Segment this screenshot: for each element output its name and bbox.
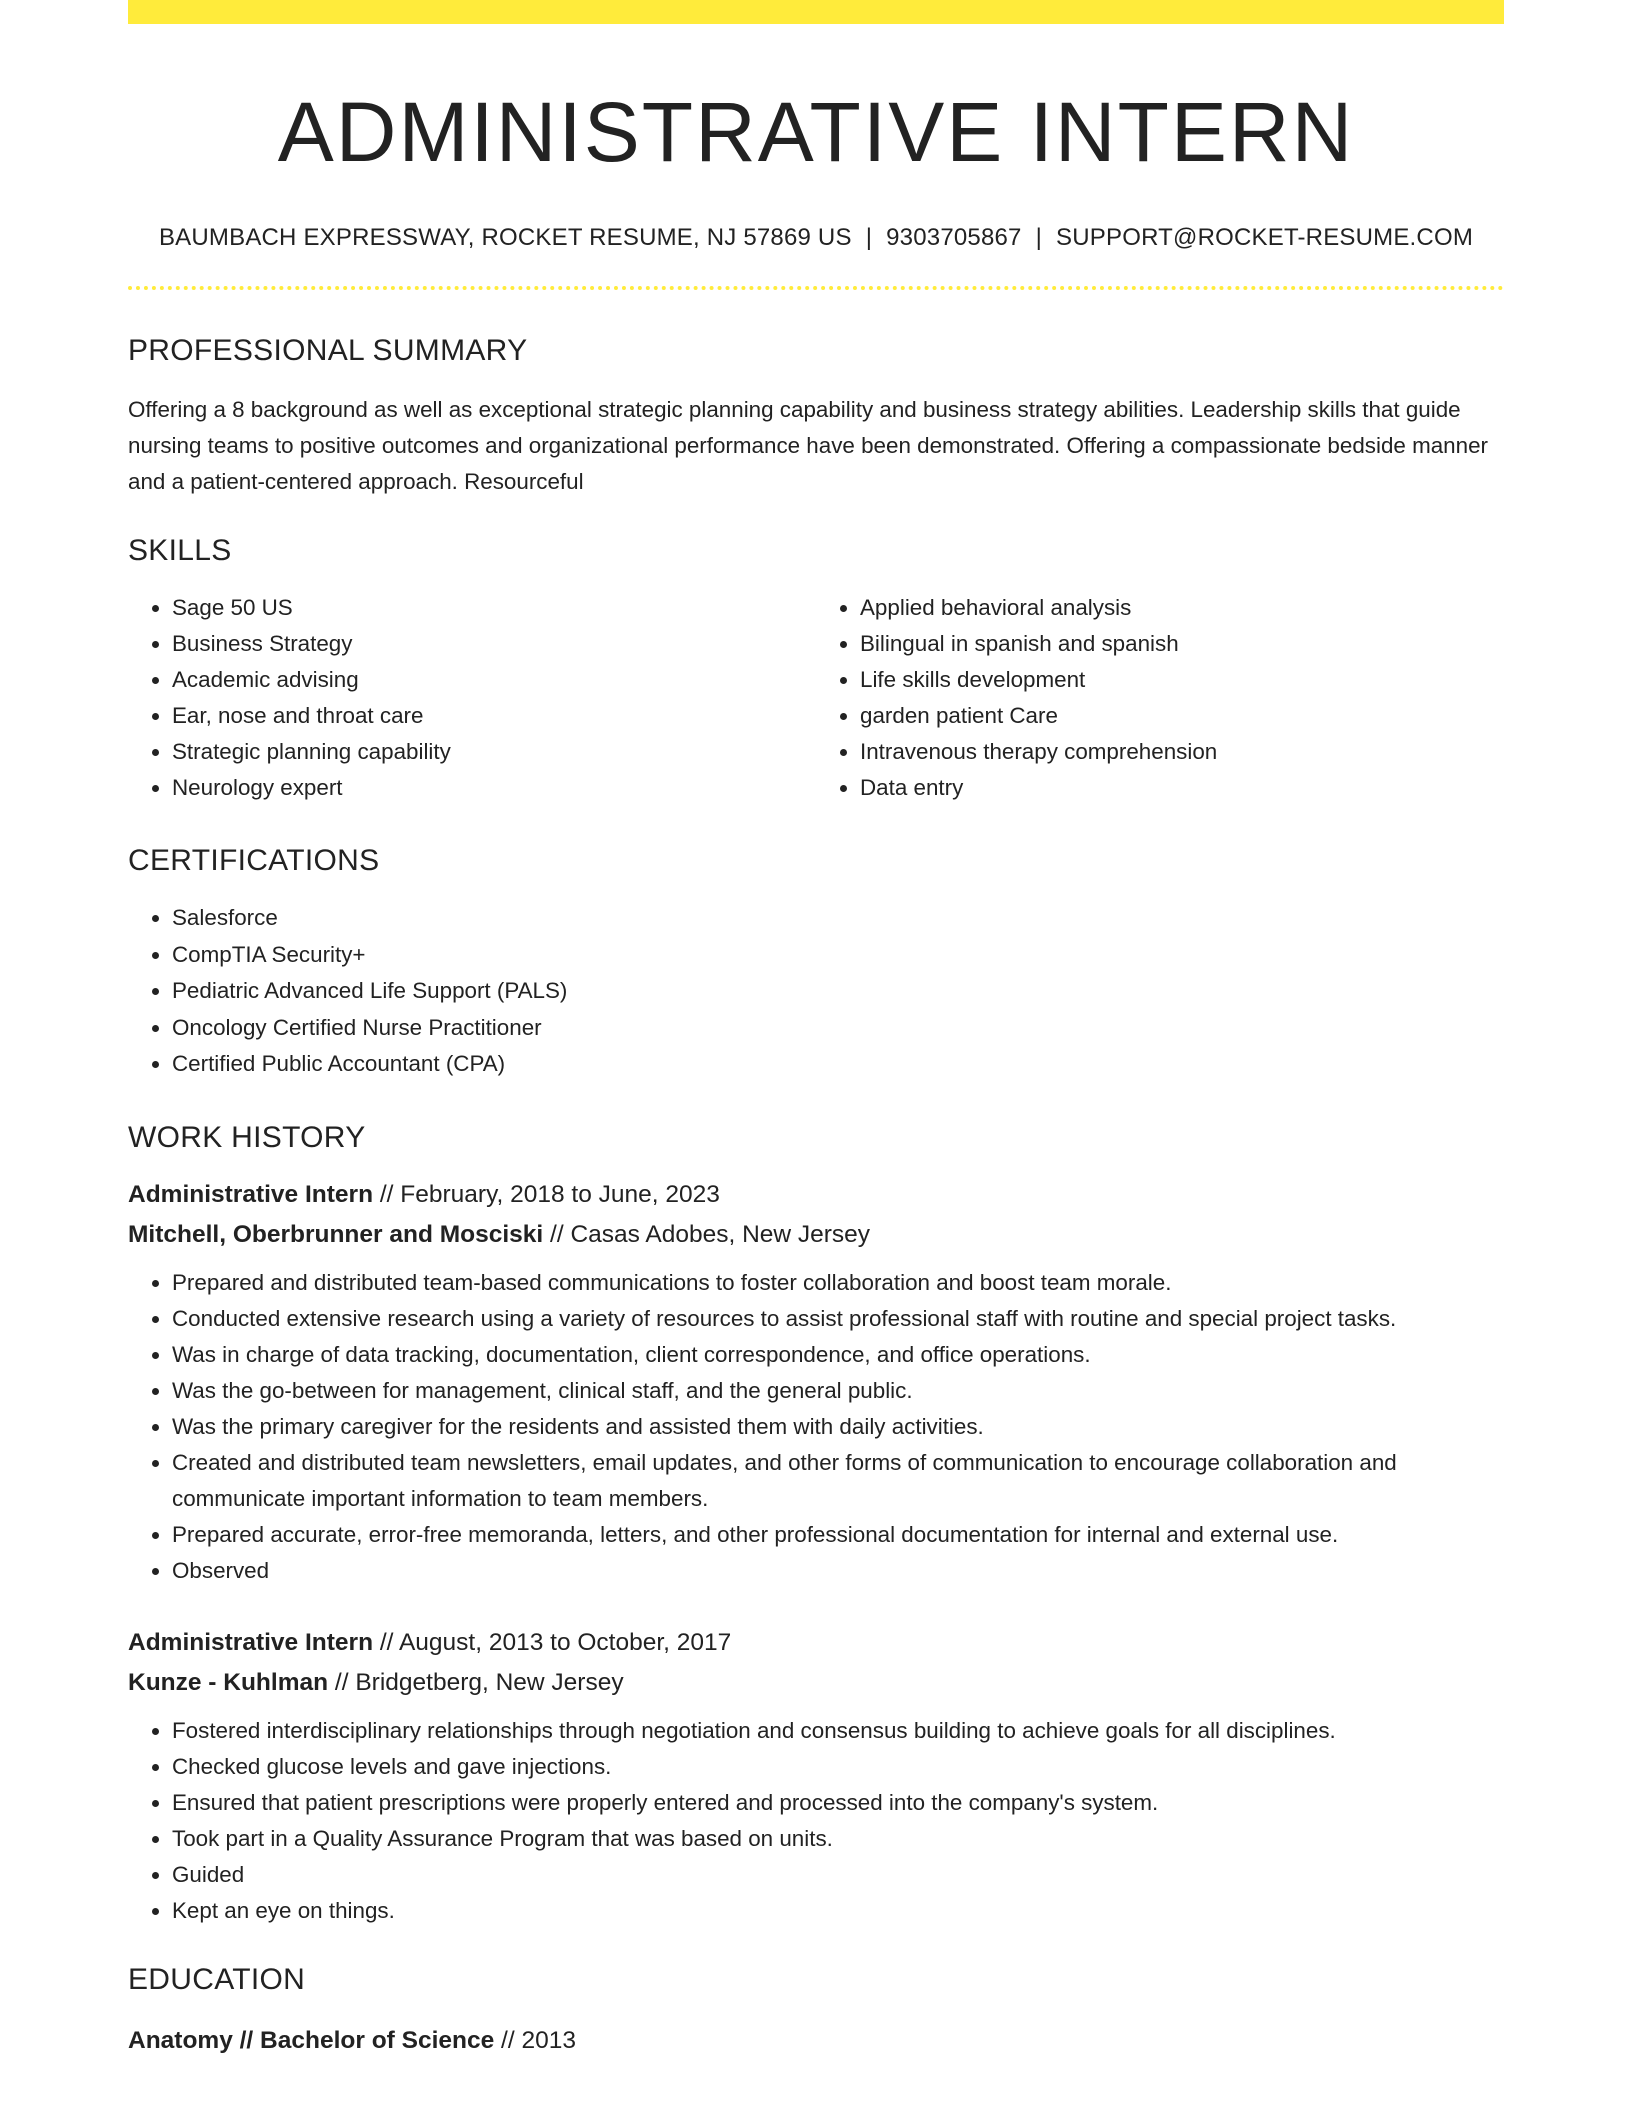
certifications-list	[128, 900, 1504, 1083]
job-bullet: • Guided	[172, 1857, 1504, 1893]
job-dates: // August, 2013 to October, 2017	[373, 1628, 732, 1656]
job-company: Kunze - Kuhlman	[128, 1668, 329, 1696]
contact-line	[128, 224, 1504, 252]
resume-page	[128, 0, 1504, 2061]
certification-item: • Pediatric Advanced Life Support (PALS)	[172, 973, 1504, 1010]
job-title-line	[128, 1623, 1504, 1663]
skills-list-right	[816, 590, 1504, 806]
job-bullet: • Ensured that patient prescriptions were properly entered and processed into the company's system.	[172, 1785, 1504, 1821]
skill-item: • Academic advising	[172, 662, 816, 698]
candidate-name: ADMINISTRATIVE INTERN	[277, 85, 1355, 179]
skill-item: • Ear, nose and throat care	[172, 698, 816, 734]
education-year: // 2013	[494, 2026, 576, 2054]
job-entry	[128, 1175, 1504, 1589]
skill-item: • Strategic planning capability	[172, 734, 816, 770]
job-company: Mitchell, Oberbrunner and Mosciski	[128, 1220, 544, 1248]
certification-item: • Salesforce	[172, 900, 1504, 937]
contact-separator: |	[1035, 224, 1043, 252]
skill-item: • Life skills development	[860, 662, 1504, 698]
job-bullet: • Prepared and distributed team-based communications to foster collaboration and boost team morale.	[172, 1265, 1504, 1301]
accent-bar	[128, 0, 1504, 24]
work-history-heading: WORK HISTORY	[128, 1120, 366, 1154]
job-bullet: • Fostered interdisciplinary relationships through negotiation and consensus building to achieve goals for all disciplines.	[172, 1713, 1504, 1749]
email: SUPPORT@ROCKET-RESUME.COM	[1056, 224, 1474, 252]
job-bullet: • Kept an eye on things.	[172, 1893, 1504, 1929]
education-degree: Anatomy // Bachelor of Science	[128, 2026, 495, 2054]
job-company-line	[128, 1663, 1504, 1703]
job-entry	[128, 1623, 1504, 1929]
job-bullet: • Checked glucose levels and gave injections.	[172, 1749, 1504, 1785]
skill-item: • garden patient Care	[860, 698, 1504, 734]
dotted-divider	[128, 286, 1504, 290]
job-bullet: • Was the primary caregiver for the residents and assisted them with daily activities.	[172, 1409, 1504, 1445]
job-location: // Bridgetberg, New Jersey	[328, 1668, 624, 1696]
phone: 9303705867	[886, 224, 1022, 252]
certification-item: • Oncology Certified Nurse Practitioner	[172, 1010, 1504, 1047]
job-bullet: • Created and distributed team newsletters, email updates, and other forms of communication to encourage collaboration and communicate important information to team members.	[172, 1445, 1504, 1517]
address: BAUMBACH EXPRESSWAY, ROCKET RESUME, NJ 57869 US	[158, 224, 852, 252]
skill-item: • Applied behavioral analysis	[860, 590, 1504, 626]
job-bullet: • Observed	[172, 1553, 1504, 1589]
job-location: // Casas Adobes, New Jersey	[543, 1220, 871, 1248]
skills-list-left	[128, 590, 816, 806]
education-entry	[128, 2021, 1504, 2061]
job-bullet-list	[128, 1265, 1504, 1589]
skill-item: • Business Strategy	[172, 626, 816, 662]
skill-item: • Neurology expert	[172, 770, 816, 806]
job-role: Administrative Intern	[128, 1180, 374, 1208]
job-bullet: • Took part in a Quality Assurance Program that was based on units.	[172, 1821, 1504, 1857]
job-bullet: • Was the go-between for management, clinical staff, and the general public.	[172, 1373, 1504, 1409]
job-company-line	[128, 1215, 1504, 1255]
certifications-heading: CERTIFICATIONS	[128, 844, 380, 878]
job-bullet: • Conducted extensive research using a variety of resources to assist professional staff with routine and special project tasks.	[172, 1301, 1504, 1337]
job-bullet: • Prepared accurate, error-free memoranda, letters, and other professional documentation for internal and external use.	[172, 1517, 1504, 1553]
skills-columns	[128, 590, 1504, 806]
summary-heading: PROFESSIONAL SUMMARY	[128, 334, 528, 368]
job-dates: // February, 2018 to June, 2023	[373, 1180, 720, 1208]
skill-item: • Data entry	[860, 770, 1504, 806]
skills-heading: SKILLS	[128, 534, 232, 568]
job-bullet: • Was in charge of data tracking, documentation, client correspondence, and office operations.	[172, 1337, 1504, 1373]
job-role: Administrative Intern	[128, 1628, 374, 1656]
education-heading: EDUCATION	[128, 1962, 306, 1996]
contact-separator: |	[865, 224, 873, 252]
certification-item: • Certified Public Accountant (CPA)	[172, 1046, 1504, 1083]
skill-item: • Intravenous therapy comprehension	[860, 734, 1504, 770]
job-bullet-list	[128, 1713, 1504, 1929]
job-title-line	[128, 1175, 1504, 1215]
skill-item: • Bilingual in spanish and spanish	[860, 626, 1504, 662]
certification-item: • CompTIA Security+	[172, 937, 1504, 974]
summary-text: Offering a 8 background as well as exceptional strategic planning capability and business strategy abilities. Leadership skills that guide nursing teams to positive outcomes and organizational performance have been demonstrated. Offering a compassionate bedside manner and a patient-centered approach. Resourceful	[128, 397, 1489, 495]
skill-item: • Sage 50 US	[172, 590, 816, 626]
